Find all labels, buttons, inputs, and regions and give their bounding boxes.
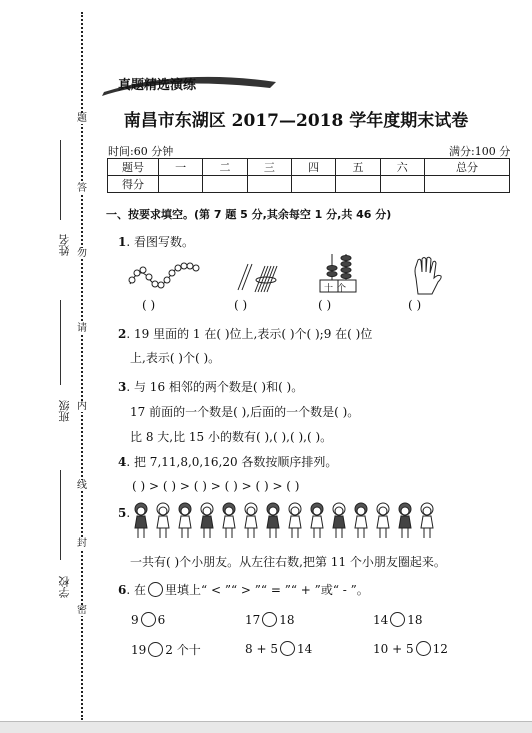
score-table-header-row: [108, 159, 510, 176]
score-input-cell[interactable]: [291, 176, 335, 193]
score-table: [107, 158, 510, 193]
score-input-cell[interactable]: [336, 176, 380, 193]
compare-right: 12: [432, 642, 448, 656]
name-fill-line: [60, 140, 61, 220]
answer-circle[interactable]: [416, 641, 431, 656]
full-score: 满分:100 分: [449, 145, 511, 158]
compare-item: [245, 641, 312, 656]
answer-blank[interactable]: ( ): [234, 298, 248, 312]
compare-right: 6: [157, 613, 166, 627]
question-5-number: [118, 506, 130, 520]
child-figure: [289, 503, 301, 538]
compare-left: 8 + 5: [245, 642, 278, 656]
answer-blank[interactable]: ( ): [408, 298, 422, 312]
question-number: 4: [118, 455, 127, 469]
class-label: 班级: [58, 400, 71, 422]
child-figure: [267, 503, 279, 538]
question-6: [118, 581, 369, 598]
question-3-line-2: 17 前面的一个数是( ),后面的一个数是( )。: [130, 405, 360, 419]
seal-char: 封: [77, 538, 87, 549]
compare-item: [245, 612, 295, 627]
table-cell: 一: [159, 159, 203, 176]
answer-circle[interactable]: [141, 612, 156, 627]
compare-right: 2 个十: [165, 643, 201, 657]
seal-char: 勿: [77, 248, 87, 259]
hand-icon: [410, 256, 446, 296]
table-cell: 四: [291, 159, 335, 176]
question-text: . 把 7,11,8,0,16,20 各数按顺序排列。: [126, 455, 338, 469]
compare-item: [373, 612, 423, 627]
child-figure: [421, 503, 433, 538]
bead-string-icon: [126, 258, 204, 294]
banner-label: 真题精选演练: [118, 78, 197, 93]
question-text: . 与 16 相邻的两个数是( )和( )。: [126, 380, 304, 394]
seal-char: 题: [77, 113, 87, 124]
question-text: . 19 里面的 1 在( )位上,表示( )个( );9 在( )位: [126, 327, 373, 341]
name-label: 姓名: [58, 234, 71, 256]
table-cell: 得分: [108, 176, 159, 193]
seal-char: 请: [77, 323, 87, 334]
answer-circle[interactable]: [148, 642, 163, 657]
table-cell: 五: [336, 159, 380, 176]
child-figure: [399, 503, 411, 538]
question-2-line-2: 上,表示( )个( )。: [130, 351, 221, 365]
child-figure: [157, 503, 169, 538]
compare-left: 17: [245, 613, 261, 627]
table-cell: 六: [380, 159, 424, 176]
question-3-line-1: [118, 378, 303, 395]
question-4-line-1: [118, 453, 337, 470]
child-figure: [245, 503, 257, 538]
score-input-cell[interactable]: [203, 176, 247, 193]
question-number: 6: [118, 583, 127, 597]
child-figure: [201, 503, 213, 538]
question-1: [118, 233, 194, 250]
answer-circle[interactable]: [280, 641, 295, 656]
question-5-line-2: 一共有( )个小朋友。从左往右数,把第 11 个小朋友圈起来。: [130, 555, 446, 569]
question-4-order-blanks[interactable]: ( ) > ( ) > ( ) > ( ) > ( ) > ( ): [132, 479, 300, 493]
child-figure: [311, 503, 323, 538]
table-cell: 三: [247, 159, 291, 176]
seal-char: 密: [77, 605, 87, 616]
child-figure: [223, 503, 235, 538]
class-fill-line: [60, 300, 61, 385]
page-footer-bar: [0, 721, 532, 733]
compare-left: 14: [373, 613, 389, 627]
compare-right: 18: [407, 613, 423, 627]
question-2-line-1: [118, 325, 372, 342]
exam-time: 时间:60 分钟: [108, 145, 174, 158]
question-number: 3: [118, 380, 127, 394]
question-number: 1: [118, 235, 127, 249]
compare-item: [131, 612, 165, 627]
seal-char: 内: [77, 401, 87, 412]
compare-right: 18: [279, 613, 295, 627]
school-label: 学校: [58, 576, 71, 598]
score-input-cell[interactable]: [159, 176, 203, 193]
answer-circle-icon: [148, 582, 163, 597]
compare-item: [131, 641, 201, 658]
compare-left: 10 + 5: [373, 642, 414, 656]
score-table-score-row: [108, 176, 510, 193]
score-input-cell[interactable]: [247, 176, 291, 193]
exam-title: 南昌市东湖区 2017—2018 学年度期末试卷: [123, 111, 469, 131]
abacus-place-labels: 十个: [324, 284, 351, 294]
question-text: . 看图写数。: [126, 235, 194, 249]
question-number: 2: [118, 327, 127, 341]
seal-char: 线: [77, 480, 87, 491]
compare-left: 19: [131, 643, 147, 657]
score-input-cell[interactable]: [380, 176, 424, 193]
child-figure: [179, 503, 191, 538]
question-text: .: [126, 506, 131, 520]
score-input-cell[interactable]: [424, 176, 509, 193]
answer-circle[interactable]: [262, 612, 277, 627]
sticks-bundle-icon: [234, 260, 280, 296]
section-1-heading: 一、按要求填空。(第 7 题 5 分,其余每空 1 分,共 46 分): [106, 208, 392, 221]
question-text: . 在: [126, 583, 146, 597]
question-number: 5: [118, 506, 127, 520]
question-text: 里填上“ < ”“ > ”“ = ”“ + ”或“ - ”。: [165, 583, 369, 597]
children-row-illustration: [130, 500, 446, 542]
seal-char: 答: [77, 183, 87, 194]
table-cell: 二: [203, 159, 247, 176]
compare-item: [373, 641, 448, 656]
table-cell: 总分: [424, 159, 509, 176]
answer-circle[interactable]: [390, 612, 405, 627]
compare-left: 9: [131, 613, 139, 627]
school-fill-line: [60, 470, 61, 560]
child-figure: [333, 503, 345, 538]
answer-blank[interactable]: ( ): [142, 298, 156, 312]
child-figure: [135, 503, 147, 538]
child-figure: [355, 503, 367, 538]
answer-blank[interactable]: ( ): [318, 298, 332, 312]
child-figure: [377, 503, 389, 538]
compare-right: 14: [296, 642, 313, 656]
question-3-line-3: 比 8 大,比 15 小的数有( ),( ),( ),( )。: [130, 430, 333, 444]
table-cell: 题号: [108, 159, 159, 176]
